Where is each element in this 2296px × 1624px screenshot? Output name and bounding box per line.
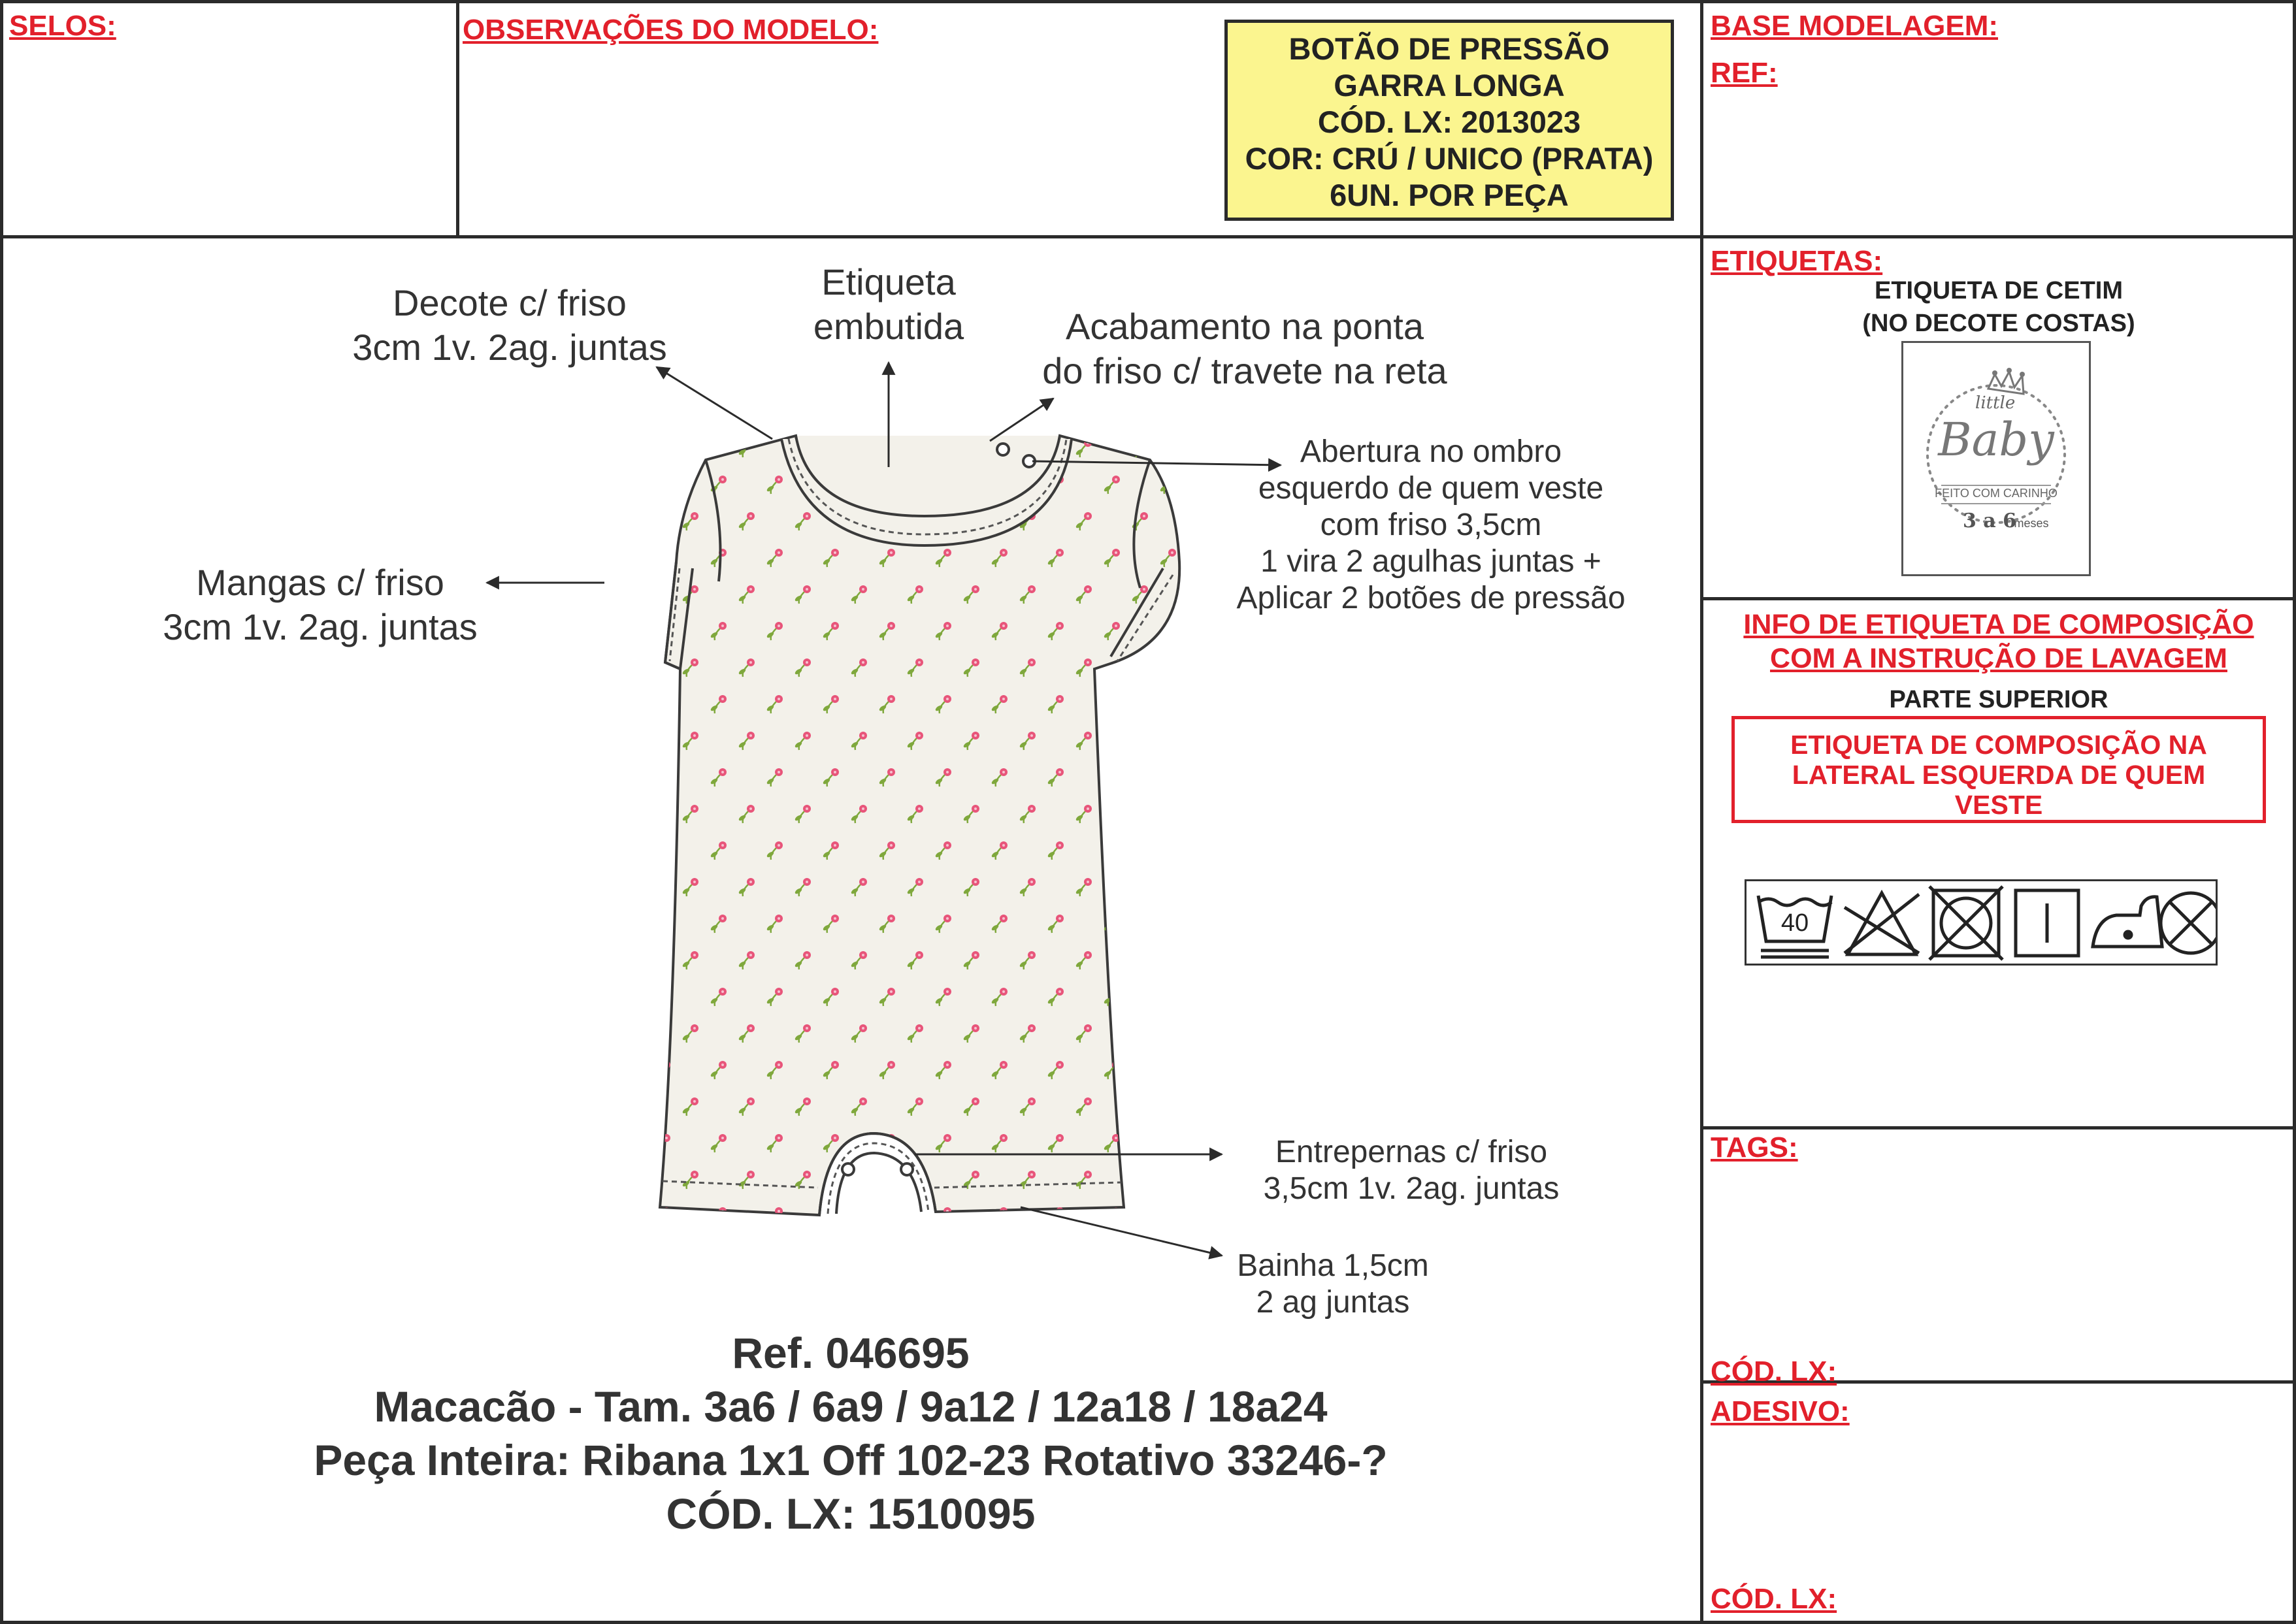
composition-location-box bbox=[1731, 716, 2266, 823]
frame-top bbox=[0, 0, 2296, 3]
callout-mangas bbox=[144, 560, 497, 649]
adesivo-label: ADESIVO: bbox=[1711, 1395, 1850, 1427]
callout-abertura-line-5: Aplicar 2 botões de pressão bbox=[1236, 581, 1626, 615]
snap-button-line-5: 6UN. POR PEÇA bbox=[1330, 178, 1569, 212]
composition-location-line-2: LATERAL ESQUERDA DE QUEM bbox=[1792, 760, 2206, 790]
snap-button-line-1: BOTÃO DE PRESSÃO bbox=[1288, 31, 1610, 66]
composition-title-line-1: INFO DE ETIQUETA DE COMPOSIÇÃO bbox=[1743, 609, 2254, 640]
parte-superior: PARTE SUPERIOR bbox=[1889, 686, 2108, 713]
etiquetas-label: ETIQUETAS: bbox=[1711, 245, 1883, 277]
callout-entrepernas bbox=[1209, 1134, 1614, 1207]
callout-etiqueta-line-1: Etiqueta bbox=[821, 261, 956, 302]
callout-decote bbox=[320, 281, 699, 370]
wash-40-icon bbox=[1758, 896, 1831, 957]
selos-label: SELOS: bbox=[9, 10, 116, 42]
ref-label: REF: bbox=[1711, 57, 1778, 89]
etiqueta-cetim-line-1: ETIQUETA DE CETIM bbox=[1875, 277, 2123, 304]
snap-button-line-3: CÓD. LX: 2013023 bbox=[1317, 105, 1581, 139]
product-code: CÓD. LX: 1510095 bbox=[666, 1489, 1036, 1538]
logo-size: 3 a 6 bbox=[1962, 510, 2017, 532]
satin-label-art bbox=[1901, 341, 2091, 576]
callout-acabamento bbox=[1003, 304, 1486, 393]
line-dry-icon bbox=[2016, 890, 2078, 956]
callout-entrepernas-line-2: 3,5cm 1v. 2ag. juntas bbox=[1263, 1171, 1560, 1206]
callout-etiqueta-line-2: embutida bbox=[813, 306, 964, 347]
logo-size-unit: meses bbox=[2014, 517, 2049, 530]
adesivo-cod-label: CÓD. LX: bbox=[1711, 1583, 1837, 1615]
garment-illustration bbox=[0, 238, 1699, 1284]
callout-mangas-line-1: Mangas c/ friso bbox=[196, 562, 444, 603]
callout-abertura-line-4: 1 vira 2 agulhas juntas + bbox=[1260, 544, 1601, 579]
callout-abertura-line-1: Abertura no ombro bbox=[1300, 434, 1562, 469]
romper-body bbox=[660, 436, 1179, 1215]
logo-tagline: FEITO COM CARINHO bbox=[1935, 487, 2058, 500]
callout-acabamento-line-2: do friso c/ travete na reta bbox=[1042, 350, 1447, 391]
callout-bainha bbox=[1202, 1248, 1464, 1321]
callout-acabamento-line-1: Acabamento na ponta bbox=[1066, 306, 1424, 347]
callout-etiqueta bbox=[771, 260, 1006, 349]
sidebar-divider-1 bbox=[1701, 235, 2296, 238]
little-baby-logo bbox=[1903, 343, 2089, 574]
care-symbols-svg bbox=[1747, 881, 2216, 964]
sidebar-divider-2 bbox=[1701, 597, 2296, 600]
product-ref: Ref. 046695 bbox=[732, 1329, 970, 1377]
arrow-acabamento bbox=[990, 398, 1053, 441]
product-fabric: Peça Inteira: Ribana 1x1 Off 102-23 Rotativo 33246-? bbox=[314, 1436, 1388, 1484]
frame-bottom bbox=[0, 1621, 2296, 1624]
no-bleach-icon bbox=[1845, 893, 1919, 954]
callout-entrepernas-line-1: Entrepernas c/ friso bbox=[1275, 1135, 1548, 1169]
product-info bbox=[0, 1326, 1701, 1540]
base-modelagem-label: BASE MODELAGEM: bbox=[1711, 10, 1998, 42]
callout-abertura-line-3: com friso 3,5cm bbox=[1320, 508, 1542, 542]
composition-title-line-2: COM A INSTRUÇÃO DE LAVAGEM bbox=[1770, 643, 2227, 674]
arrow-bainha bbox=[1021, 1207, 1222, 1256]
wash-temperature: 40 bbox=[1780, 909, 1809, 937]
logo-brand-small: little bbox=[1975, 393, 2016, 413]
care-symbols bbox=[1745, 879, 2218, 966]
composition-location-line-3: VESTE bbox=[1954, 790, 2043, 820]
callout-decote-line-2: 3cm 1v. 2ag. juntas bbox=[352, 327, 667, 368]
no-tumble-dry-icon bbox=[1929, 886, 2003, 960]
observacoes-label: OBSERVAÇÕES DO MODELO: bbox=[463, 14, 879, 46]
callout-decote-line-1: Decote c/ friso bbox=[393, 282, 627, 323]
etiqueta-cetim-text bbox=[1701, 274, 2296, 340]
snap-button-spec-box bbox=[1224, 20, 1674, 221]
callout-abertura bbox=[1202, 434, 1660, 617]
logo-brand-big: Baby bbox=[1938, 413, 2054, 466]
no-dry-clean-icon bbox=[2161, 893, 2216, 953]
product-name: Macacão - Tam. 3a6 / 6a9 / 9a12 / 12a18 / 18a24 bbox=[374, 1382, 1328, 1431]
composition-location-line-1: ETIQUETA DE COMPOSIÇÃO NA bbox=[1790, 730, 2207, 760]
callout-mangas-line-2: 3cm 1v. 2ag. juntas bbox=[163, 606, 478, 647]
sidebar-divider-3 bbox=[1701, 1126, 2296, 1129]
snap-button-line-4: COR: CRÚ / UNICO (PRATA) bbox=[1245, 141, 1654, 176]
arrow-decote bbox=[657, 367, 772, 439]
tags-cod-label: CÓD. LX: bbox=[1711, 1356, 1837, 1388]
callout-bainha-line-2: 2 ag juntas bbox=[1256, 1285, 1410, 1320]
etiqueta-cetim-line-2: (NO DECOTE COSTAS) bbox=[1862, 310, 2135, 337]
tags-label: TAGS: bbox=[1711, 1131, 1798, 1163]
snap-button-line-2: GARRA LONGA bbox=[1334, 68, 1565, 103]
header-col-divider bbox=[456, 0, 459, 237]
iron-low-icon bbox=[2093, 897, 2162, 947]
composition-title bbox=[1701, 608, 2296, 675]
callout-abertura-line-2: esquerdo de quem veste bbox=[1258, 471, 1604, 506]
callout-bainha-line-1: Bainha 1,5cm bbox=[1237, 1248, 1429, 1283]
